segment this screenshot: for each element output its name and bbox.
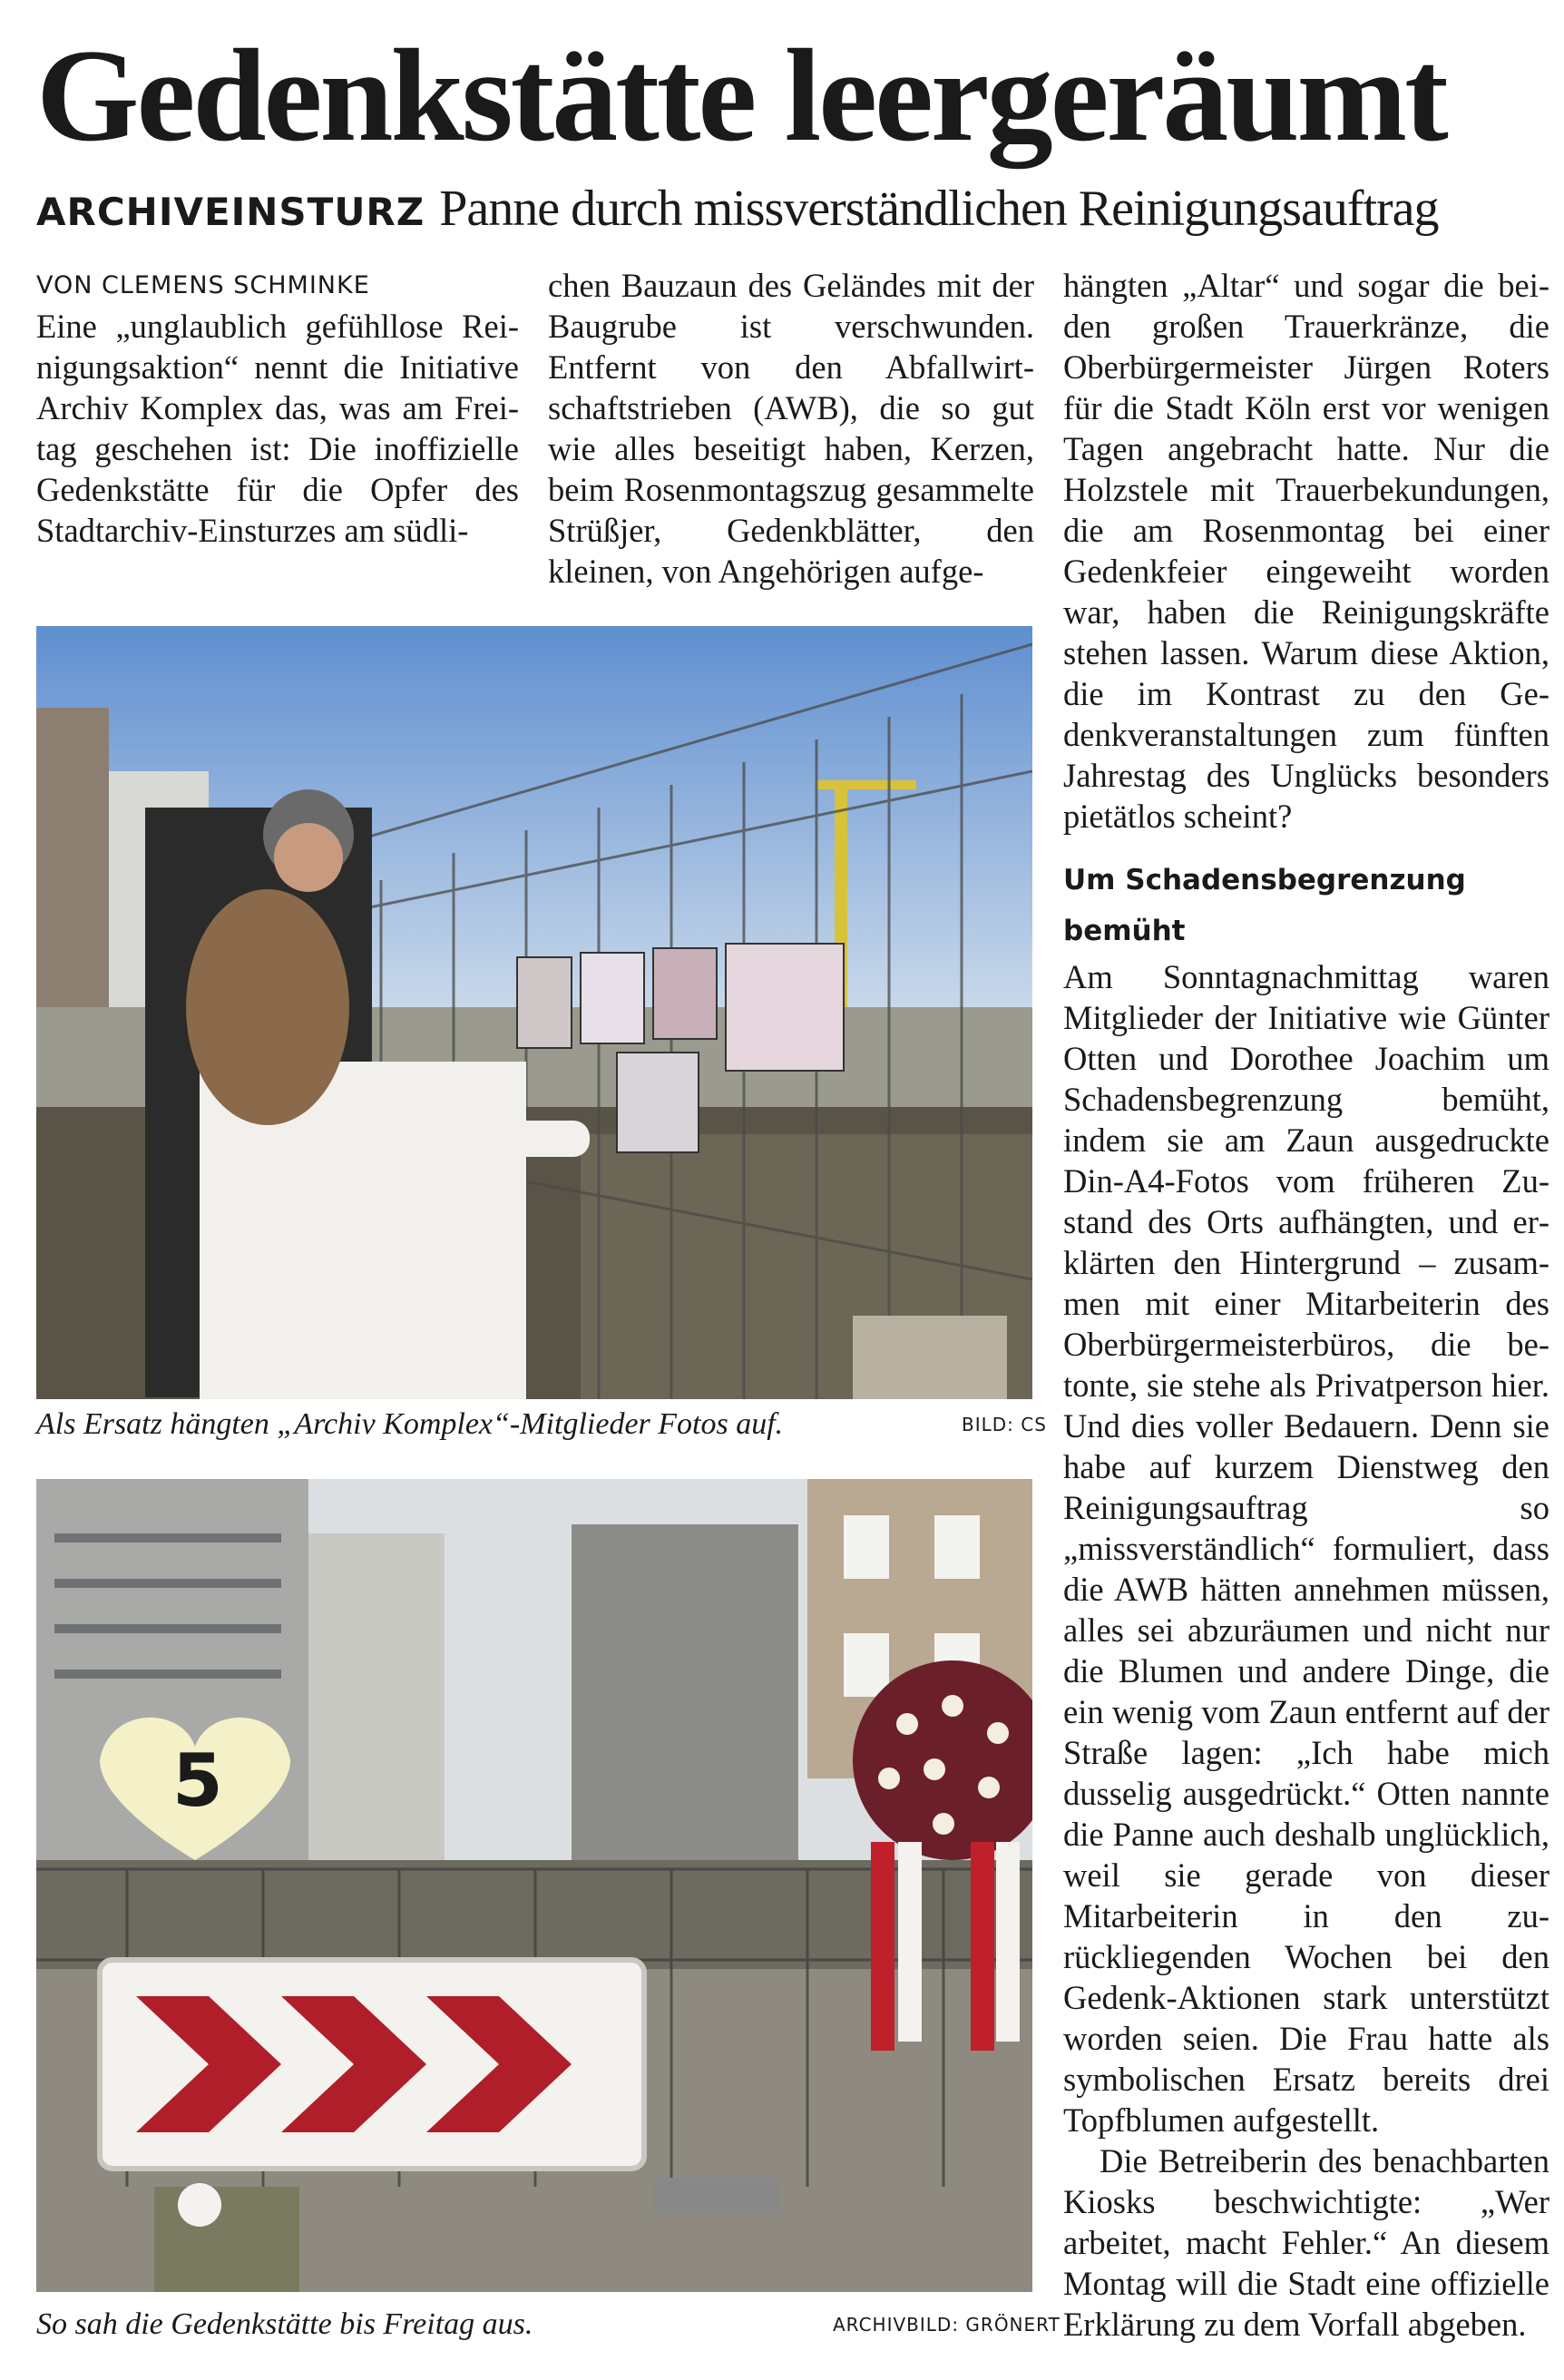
subheadline xyxy=(36,172,1542,258)
column-3 xyxy=(1063,265,1549,2345)
photo-credit: ARCHIVBILD: GRÖNERT xyxy=(833,2314,1061,2336)
paragraph: Die Betreiberin des benachbarten Kiosks beschwichtigte: „Wer arbeitet, macht Fehler.“ An diesem Montag will die Stadt eine offizielle Erklärung zu dem Vorfall abgeben. xyxy=(1063,2142,1549,2343)
photo-caption: Als Ersatz hängten „Archiv Komplex“-Mitglieder Fotos auf. xyxy=(36,1407,784,1441)
paragraph: hängten „Altar“ und sogar die beiden großen Trauerkränze, die Oberbürgermeister Jürgen Roters für die Stadt Köln erst vor wenigen Tagen angebracht hatte. Nur die Holzstele mit Trauerbekundungen, die am Rosenmontag bei einer Gedenkfeier eingeweiht worden war, haben die Reinigungskräfte stehen lassen. Warum diese Aktion, die im Kontrast zu den Gedenkveranstaltungen zum fünften Jahrestag des Unglücks besonders pietätlos scheint? xyxy=(1063,267,1549,835)
paragraph: Eine „unglaublich gefühllose Reinigungsaktion“ nennt die Initiative Archiv Komplex das, was am Freitag geschehen ist: Die inoffizielle Gedenkstätte für die Opfer des Stadtarchiv-Einsturzes am südli- xyxy=(36,308,519,549)
photo-memorial-before xyxy=(36,1479,1032,2292)
paragraph: chen Bauzaun des Geländes mit der Baugrube ist verschwunden. Entfernt von den Abfallwirtschaftstrieben (AWB), die so gut wie alles beseitigt haben, Kerzen, beim Rosenmontagszug gesammelte Strüßjer, Gedenkblätter, den kleinen, von Angehörigen aufge- xyxy=(548,267,1034,590)
photo-caption: So sah die Gedenkstätte bis Freitag aus. xyxy=(36,2307,533,2341)
headline: Gedenkstätte leergeräumt xyxy=(36,22,1446,169)
kicker: ARCHIVEINSTURZ xyxy=(36,190,425,234)
column-1 xyxy=(36,265,519,551)
photo-memorial-fence-visitors xyxy=(36,626,1032,1399)
column-2 xyxy=(548,265,1034,592)
photo-illustration xyxy=(36,1479,1032,2292)
deck: Panne durch missverständlichen Reinigungsauftrag xyxy=(439,181,1439,237)
photo-credit: BILD: CS xyxy=(962,1414,1047,1435)
svg-text:5: 5 xyxy=(172,1738,223,1823)
paragraph: Am Sonntagnachmittag waren Mitglieder der Initiative wie Günter Otten und Dorothee Joachim um Schadensbegrenzung bemüht, indem sie am Zaun ausgedruckte Din-A4-Fotos vom früheren Zustand des Orts aufhängten, und erklärten den Hintergrund – zusammen mit einer Mitarbeiterin des Oberbürgermeisterbüros, die betonte, sie stehe als Privatperson hier. Und dies voller Bedauern. Denn sie habe auf kurzem Dienstweg den Reinigungsauftrag so „missverständlich“ formuliert, dass die AWB hätten annehmen müssen, alles sei abzuräumen und nicht nur die Blumen und andere Dinge, die ein wenig vom Zaun entfernt auf der Straße lagen: „Ich habe mich dusselig ausgedrückt.“ Otten nannte die Panne auch deshalb unglücklich, weil sie gerade von dieser Mitarbeiterin in den zurückliegenden Wochen bei den Gedenk-Aktionen stark unterstützt worden seien. Die Frau hatte als symbolischen Ersatz bereits drei Topfblumen aufgestellt. xyxy=(1063,958,1549,2139)
section-subhead: Um Schadensbegrenzung bemüht xyxy=(1063,864,1466,947)
photo-illustration xyxy=(36,626,1032,1399)
byline: VON CLEMENS SCHMINKE xyxy=(36,271,370,299)
